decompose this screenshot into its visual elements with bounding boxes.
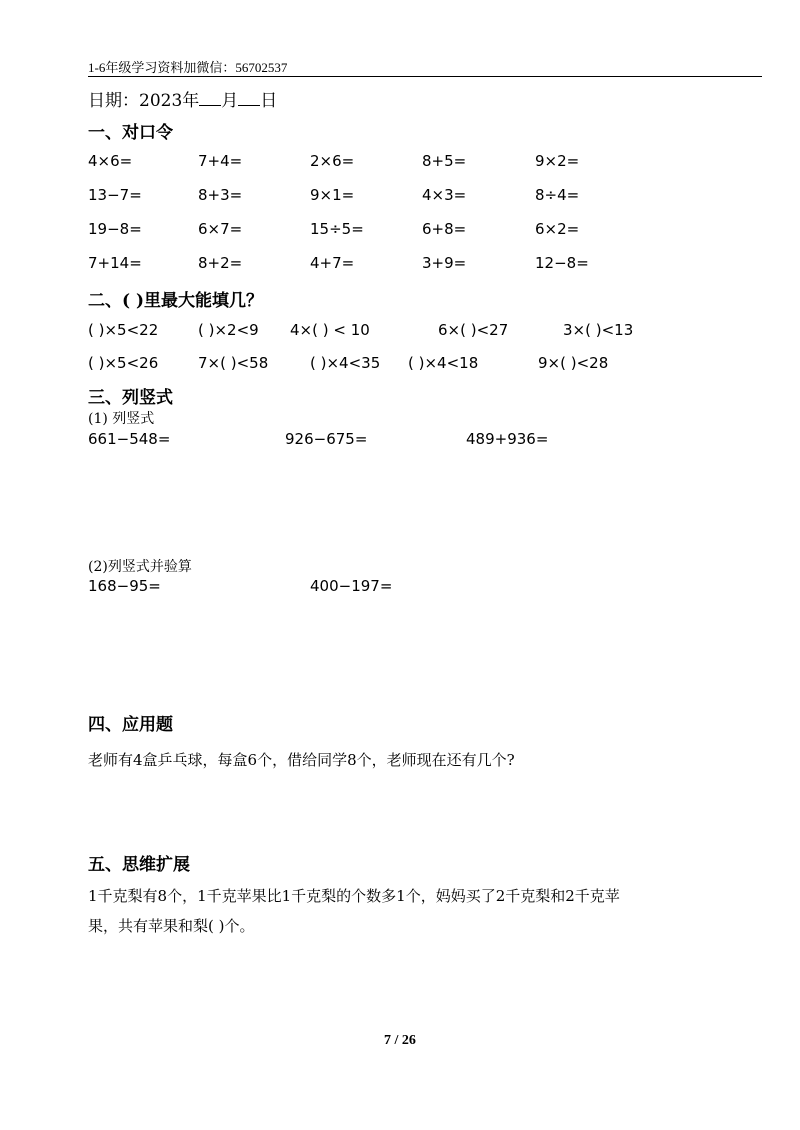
oral-item: 9×2= — [535, 152, 580, 170]
day-blank[interactable] — [238, 91, 260, 106]
fill-item: 4×( ) < 10 — [290, 321, 370, 339]
oral-item: 6×2= — [535, 220, 580, 238]
fill-item: 7×( )<58 — [198, 354, 269, 372]
subsection-2-title: (2)列竖式并验算 — [88, 559, 192, 575]
extension-problem-line-1: 1千克梨有8个，1千克苹果比1千克梨的个数多1个，妈妈买了2千克梨和2千克苹 — [88, 887, 620, 905]
fill-item: ( )×2<9 — [198, 321, 259, 339]
oral-item: 6+8= — [422, 220, 467, 238]
oral-item: 9×1= — [310, 186, 355, 204]
section-1-title: 一、对口令 — [88, 123, 173, 143]
date-month: 月 — [221, 91, 239, 111]
vertical-item: 400−197= — [310, 577, 393, 595]
oral-item: 8+3= — [198, 186, 243, 204]
vertical-item: 661−548= — [88, 430, 171, 448]
oral-item: 19−8= — [88, 220, 142, 238]
vertical-item: 168−95= — [88, 577, 161, 595]
oral-item: 6×7= — [198, 220, 243, 238]
oral-item: 8÷4= — [535, 186, 580, 204]
page-number: 7 / 26 — [384, 1033, 416, 1048]
section-4-title: 四、应用题 — [88, 715, 173, 735]
oral-item: 8+2= — [198, 254, 243, 272]
fill-item: 6×( )<27 — [438, 321, 509, 339]
word-problem: 老师有4盒乒乓球，每盒6个，借给同学8个，老师现在还有几个? — [88, 751, 515, 769]
fill-item: ( )×4<18 — [408, 354, 479, 372]
oral-item: 8+5= — [422, 152, 467, 170]
oral-item: 2×6= — [310, 152, 355, 170]
extension-problem-line-2: 果，共有苹果和梨( )个。 — [88, 917, 255, 935]
fill-item: ( )×4<35 — [310, 354, 381, 372]
fill-item: 9×( )<28 — [538, 354, 609, 372]
subsection-1-title: (1) 列竖式 — [88, 411, 155, 427]
oral-item: 4×3= — [422, 186, 467, 204]
vertical-item: 926−675= — [285, 430, 368, 448]
oral-item: 13−7= — [88, 186, 142, 204]
page-header: 1-6年级学习资料加微信：56702537 — [88, 60, 288, 75]
oral-item: 4+7= — [310, 254, 355, 272]
oral-item: 3+9= — [422, 254, 467, 272]
oral-item: 4×6= — [88, 152, 133, 170]
date-line — [88, 86, 277, 111]
vertical-item: 489+936= — [466, 430, 549, 448]
date-prefix: 日期：2023年 — [88, 91, 200, 111]
section-5-title: 五、思维扩展 — [88, 855, 190, 875]
date-day: 日 — [260, 91, 278, 111]
oral-item: 12−8= — [535, 254, 589, 272]
fill-item: ( )×5<22 — [88, 321, 159, 339]
fill-item: 3×( )<13 — [563, 321, 634, 339]
oral-item: 15÷5= — [310, 220, 364, 238]
oral-item: 7+14= — [88, 254, 142, 272]
month-blank[interactable] — [199, 91, 221, 106]
header-rule — [88, 76, 762, 77]
fill-item: ( )×5<26 — [88, 354, 159, 372]
section-2-title: 二、( )里最大能填几？ — [88, 291, 264, 311]
section-3-title: 三、列竖式 — [88, 388, 173, 408]
oral-item: 7+4= — [198, 152, 243, 170]
